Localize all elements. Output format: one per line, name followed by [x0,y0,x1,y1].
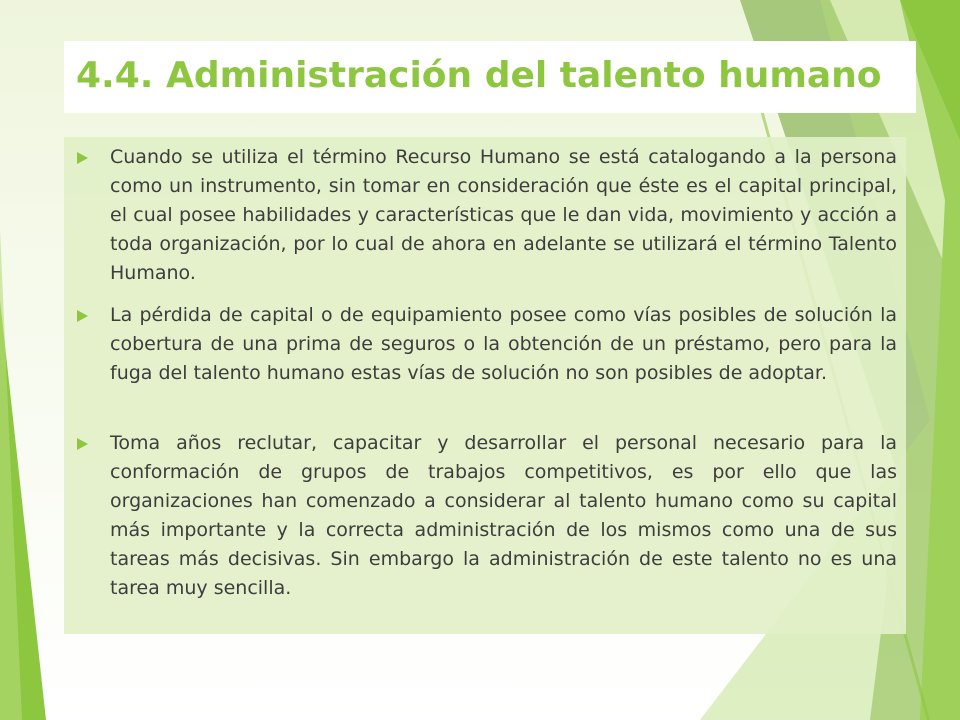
triangle-bullet-icon [77,310,88,322]
slide-title: 4.4. Administración del talento humano [76,55,882,96]
triangle-bullet-icon [77,152,88,164]
bullet-item [64,143,906,288]
content-box [64,137,906,634]
triangle-bullet-icon [77,438,88,450]
bullet-text: Cuando se utiliza el término Recurso Humano se está catalogando a la persona como un instrumento, sin tomar en consideración que éste es el capital principal, el cual posee habilidades y características que le dan vida, movimiento y acción a toda organización, por lo cual de ahora en adelante se utilizará el término Talento Humano. [110,146,897,284]
bullet-text: Toma años reclutar, capacitar y desarrollar el personal necesario para la conformación de grupos de trabajos competitivos, es por ello que las organizaciones han comenzado a considerar al talento humano como su capital más importante y la correcta administración de los mismos como una de sus tareas más decisivas. Sin embargo la administración de este talento no es una tarea muy sencilla. [110,432,897,599]
title-box [64,41,916,113]
bullet-text: La pérdida de capital o de equipamiento posee como vías posibles de solución la cobertura de una prima de seguros o la obtención de un préstamo, pero para la fuga del talento humano estas vías de solución no son posibles de adoptar. [110,304,897,384]
bullet-item [64,301,906,388]
bullet-item [64,429,906,603]
